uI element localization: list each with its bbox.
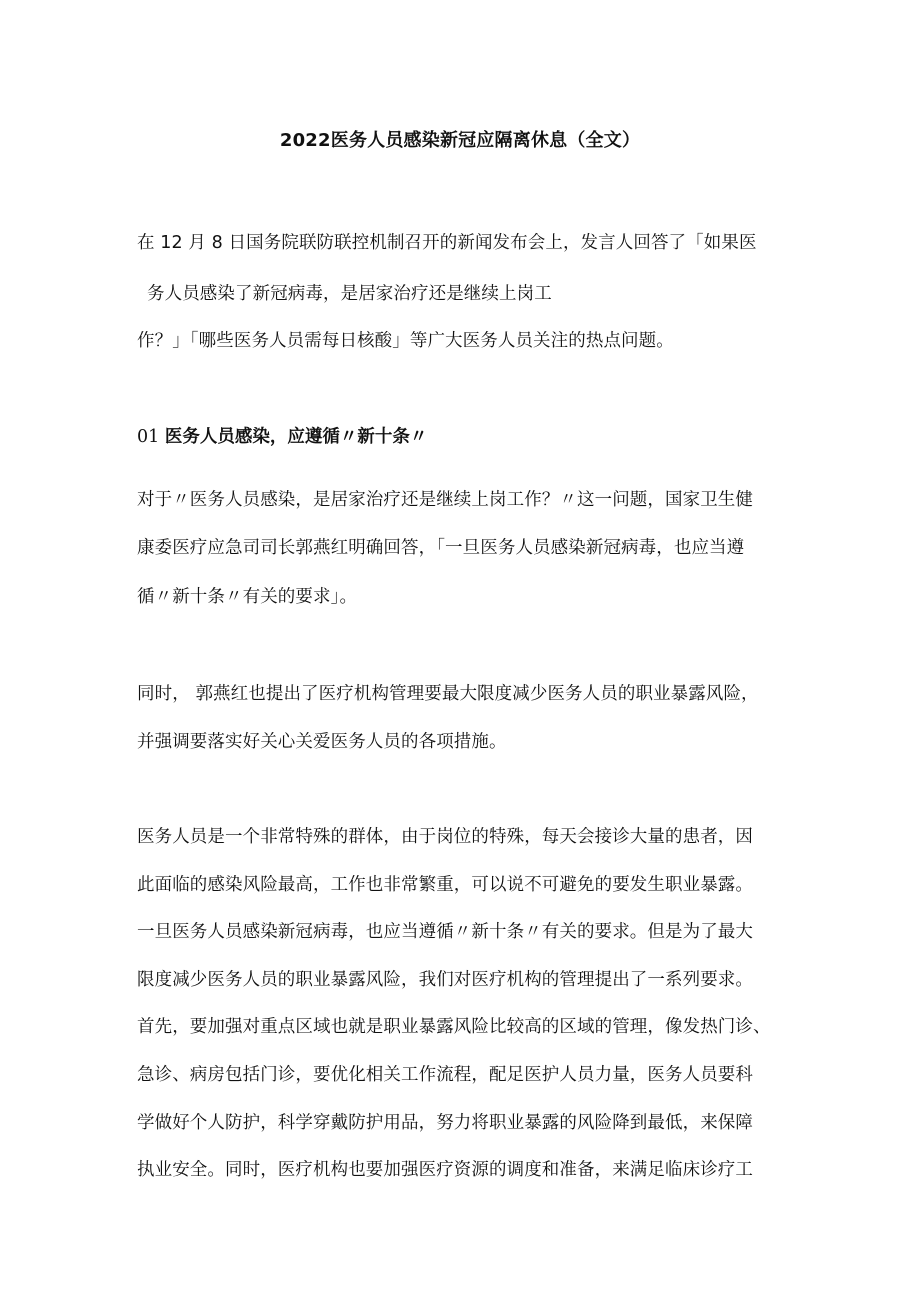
p2-line-1: 同时， 郭燕红也提出了医疗机构管理要最大限度减少医务人员的职业暴露风险， — [137, 684, 759, 704]
intro-line-2: 务人员感染了新冠病毒，是居家治疗还是继续上岗工 — [147, 284, 552, 304]
intro-line-3: 作？」「哪些医务人员需每日核酸」等广大医务人员关注的热点问题。 — [137, 331, 674, 351]
p1-line-2: 康委医疗应急司司长郭燕红明确回答，「一旦医务人员感染新冠病毒，也应当遵 — [137, 538, 745, 558]
p1-line-3: 循〃新十条〃有关的要求」。 — [137, 587, 358, 607]
p3-line-1: 医务人员是一个非常特殊的群体，由于岗位的特殊，每天会接诊大量的患者，因 — [137, 827, 753, 847]
p3-line-5: 首先，要加强对重点区域也就是职业暴露风险比较高的区域的管理，像发热门诊、 — [137, 1017, 771, 1037]
section-number: 01 — [137, 427, 160, 447]
p3-line-4: 限度减少医务人员的职业暴露风险，我们对医疗机构的管理提出了一系列要求。 — [137, 970, 753, 990]
p2-line-2: 并强调要落实好关心关爱医务人员的各项措施。 — [137, 732, 507, 752]
p3-line-2: 此面临的感染风险最高，工作也非常繁重，可以说不可避免的要发生职业暴露。 — [137, 875, 753, 895]
p3-line-6: 急诊、病房包括门诊，要优化相关工作流程，配足医护人员力量，医务人员要科 — [137, 1065, 753, 1085]
section-heading-01 — [137, 425, 427, 449]
p3-line-7: 学做好个人防护，科学穿戴防护用品，努力将职业暴露的风险降到最低，来保障 — [137, 1113, 753, 1133]
p3-line-3: 一旦医务人员感染新冠病毒，也应当遵循〃新十条〃有关的要求。但是为了最大 — [137, 922, 753, 942]
p1-line-1: 对于〃医务人员感染，是居家治疗还是继续上岗工作？〃这一问题，国家卫生健 — [137, 490, 753, 510]
document-title: 2022医务人员感染新冠应隔离休息（全文） — [279, 130, 641, 151]
intro-line-1: 在 12 月 8 日国务院联防联控机制召开的新闻发布会上，发言人回答了「如果医 — [137, 233, 757, 253]
section-heading-text: 医务人员感染，应遵循〃新十条〃 — [164, 427, 428, 447]
p3-line-8: 执业安全。同时，医疗机构也要加强医疗资源的调度和准备，来满足临床诊疗工 — [137, 1160, 753, 1180]
